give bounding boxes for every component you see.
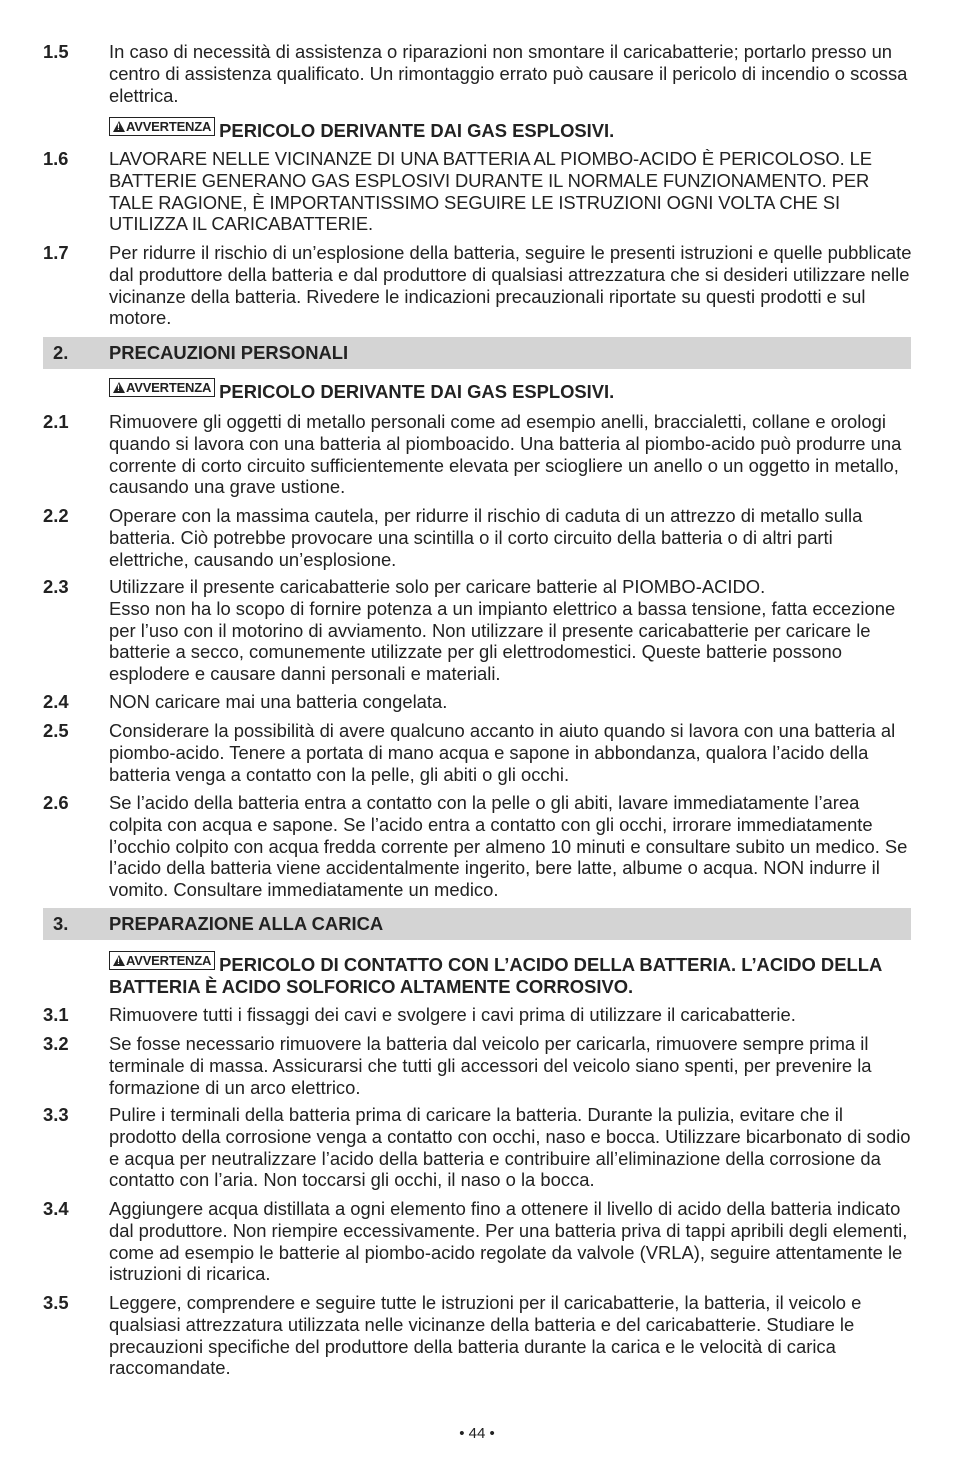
- section-number: 3.: [53, 913, 69, 934]
- item-text: Operare con la massima cautela, per ridurre il rischio di caduta di un attrezzo di metallo sulla batteria. Ciò potrebbe provocare una scintilla o il corto circuito della batteria o di altri parti elettriche, causando un’esplosione.: [109, 505, 863, 570]
- instruction-item: [43, 505, 913, 570]
- warning-banner: [109, 378, 909, 403]
- warning-banner: [109, 951, 909, 998]
- warning-triangle-icon: [113, 955, 125, 966]
- item-text: In caso di necessità di assistenza o riparazioni non smontare il caricabatterie; portarlo presso un centro di assistenza qualificato. Un rimontaggio errato può causare il pericolo di incendio o scossa elettrica.: [109, 41, 908, 106]
- warning-banner: [109, 117, 909, 142]
- instruction-item: [43, 242, 913, 329]
- instruction-item: [43, 148, 913, 235]
- item-text-continued: Esso non ha lo scopo di fornire potenza a un impianto elettrico a bassa tensione, fatta eccezione per l’uso con il motorino di avviamento. Non utilizzare il presente caricabatterie per caricare le batterie a secco, comunemente utilizzate per gli elettrodomestici. Queste batterie possono esplodere e causare danni personali e materiali.: [109, 597, 896, 685]
- item-text: Se l’acido della batteria entra a contatto con la pelle o gli abiti, lavare immediatamente l’area colpita con acqua e sapone. Se l’acido entra a contatto con gli occhi, irrorare immediatamente l’occhio colpito con acqua fredda corrente per almeno 10 minuti e consultare subito un medico. Se l’acido della batteria viene accidentalmente ingerito, bere latte, albume o acqua. NON indurre il vomito. Consultare immediatamente un medico.: [109, 792, 908, 901]
- instruction-item: [43, 576, 913, 685]
- instruction-item: [43, 720, 913, 785]
- warning-badge: [109, 378, 215, 397]
- item-number: 1.7: [43, 242, 69, 263]
- item-text: Rimuovere tutti i fissaggi dei cavi e svolgere i cavi prima di utilizzare il caricabatterie.: [109, 1004, 796, 1025]
- item-text: Aggiungere acqua distillata a ogni elemento fino a ottenere il livello di acido della batteria indicato dal produttore. Non riempire eccessivamente. Per una batteria priva di tappi apribili degli elementi, come ad esempio le batterie al piombo-acido regolate da valvole (VRLA), seguire attentamente le istruzioni di ricarica.: [109, 1198, 908, 1285]
- section-number: 2.: [53, 342, 69, 363]
- item-number: 2.1: [43, 411, 69, 432]
- instruction-item: [43, 1198, 913, 1285]
- warning-badge-label: AVVERTENZA: [126, 380, 212, 395]
- item-number: 1.6: [43, 148, 69, 169]
- instruction-item: [43, 411, 913, 498]
- warning-triangle-icon: [113, 121, 125, 132]
- item-number: 2.2: [43, 505, 69, 526]
- item-text: Per ridurre il rischio di un’esplosione della batteria, seguire le presenti istruzioni e quelle pubblicate dal produttore della batteria e dal produttore di qualsiasi attrezzatura che si desideri utilizzare nelle vicinanze della batteria. Rivedere le indicazioni precauzionali riportate su questi prodotti e sul motore.: [109, 242, 912, 329]
- item-text: Se fosse necessario rimuovere la batteria dal veicolo per caricarla, rimuovere sempre prima il terminale di massa. Assicurarsi che tutti gli accessori del veicolo siano spenti, per prevenire la formazione di un arco elettrico.: [109, 1033, 872, 1098]
- instruction-item: [43, 1004, 913, 1026]
- warning-badge: [109, 117, 215, 136]
- item-text: LAVORARE NELLE VICINANZE DI UNA BATTERIA AL PIOMBO-ACIDO È PERICOLOSO. LE BATTERIE GENERANO GAS ESPLOSIVI DURANTE IL NORMALE FUNZIONAMENTO. PER TALE RAGIONE, È IMPORTANTISSIMO SEGUIRE LE ISTRUZIONI OGNI VOLTA CHE SI UTILIZZA IL CARICABATTERIE.: [109, 148, 872, 235]
- item-number: 3.3: [43, 1104, 69, 1125]
- item-text: Considerare la possibilità di avere qualcuno accanto in aiuto quando si lavora con una batteria al piombo-acido. Tenere a portata di mano acqua e sapone in abbondanza, qualora l’acido della batteria venga a contatto con la pelle, gli abiti o gli occhi.: [109, 720, 896, 785]
- section-header: [43, 908, 911, 940]
- item-text: Pulire i terminali della batteria prima di caricare la batteria. Durante la pulizia, evitare che il prodotto della corrosione venga a contatto con occhi, naso e bocca. Utilizzare bicarbonato di sodio e acqua per neutralizzare l’acido della batteria e contribuire all’eliminazione della corrosione da contatto con l’aria. Non toccarsi gli occhi, il naso o la bocca.: [109, 1104, 911, 1191]
- item-number: 3.5: [43, 1292, 69, 1313]
- item-text: NON caricare mai una batteria congelata.: [109, 691, 448, 712]
- instruction-item: [43, 691, 913, 713]
- item-text: Rimuovere gli oggetti di metallo personali come ad esempio anelli, braccialetti, collane e orologi quando si lavora con una batteria al piomboacido. Una batteria al piombo-acido può produrre una corrente di corto circuito sufficientemente elevata per sciogliere un anello o un oggetto in metallo, causando una grave ustione.: [109, 411, 902, 498]
- item-number: 2.4: [43, 691, 69, 712]
- item-text: Utilizzare il presente caricabatterie solo per caricare batterie al PIOMBO-ACIDO.: [109, 576, 766, 597]
- item-number: 2.6: [43, 792, 69, 813]
- warning-text: PERICOLO DERIVANTE DAI GAS ESPLOSIVI.: [219, 381, 615, 402]
- section-header: [43, 337, 911, 369]
- warning-badge-label: AVVERTENZA: [126, 119, 212, 134]
- instruction-item: [43, 1033, 913, 1098]
- warning-text: PERICOLO DI CONTATTO CON L’ACIDO DELLA BATTERIA. L’ACIDO DELLA BATTERIA È ACIDO SOLFORICO ALTAMENTE CORROSIVO.: [109, 954, 882, 997]
- item-number: 3.1: [43, 1004, 69, 1025]
- instruction-item: [43, 41, 913, 106]
- warning-triangle-icon: [113, 382, 125, 393]
- warning-text: PERICOLO DERIVANTE DAI GAS ESPLOSIVI.: [219, 120, 615, 141]
- instruction-item: [43, 1292, 913, 1379]
- section-title: PRECAUZIONI PERSONALI: [109, 342, 349, 363]
- item-text: Leggere, comprendere e seguire tutte le istruzioni per il caricabatterie, la batteria, il veicolo e qualsiasi attrezzatura utilizzata nelle vicinanze della batteria e del caricabatterie. Studiare le precauzioni specifiche del produttore della batteria durante la carica e le velocità di carica raccomandate.: [109, 1292, 862, 1379]
- page-number: • 44 •: [459, 1425, 495, 1442]
- item-number: 1.5: [43, 41, 69, 62]
- section-title: PREPARAZIONE ALLA CARICA: [109, 913, 384, 934]
- item-number: 3.4: [43, 1198, 69, 1219]
- item-number: 2.5: [43, 720, 69, 741]
- instruction-item: [43, 1104, 913, 1191]
- warning-badge-label: AVVERTENZA: [126, 953, 212, 968]
- warning-badge: [109, 951, 215, 970]
- item-number: 3.2: [43, 1033, 69, 1054]
- item-number: 2.3: [43, 576, 69, 597]
- instruction-item: [43, 792, 913, 901]
